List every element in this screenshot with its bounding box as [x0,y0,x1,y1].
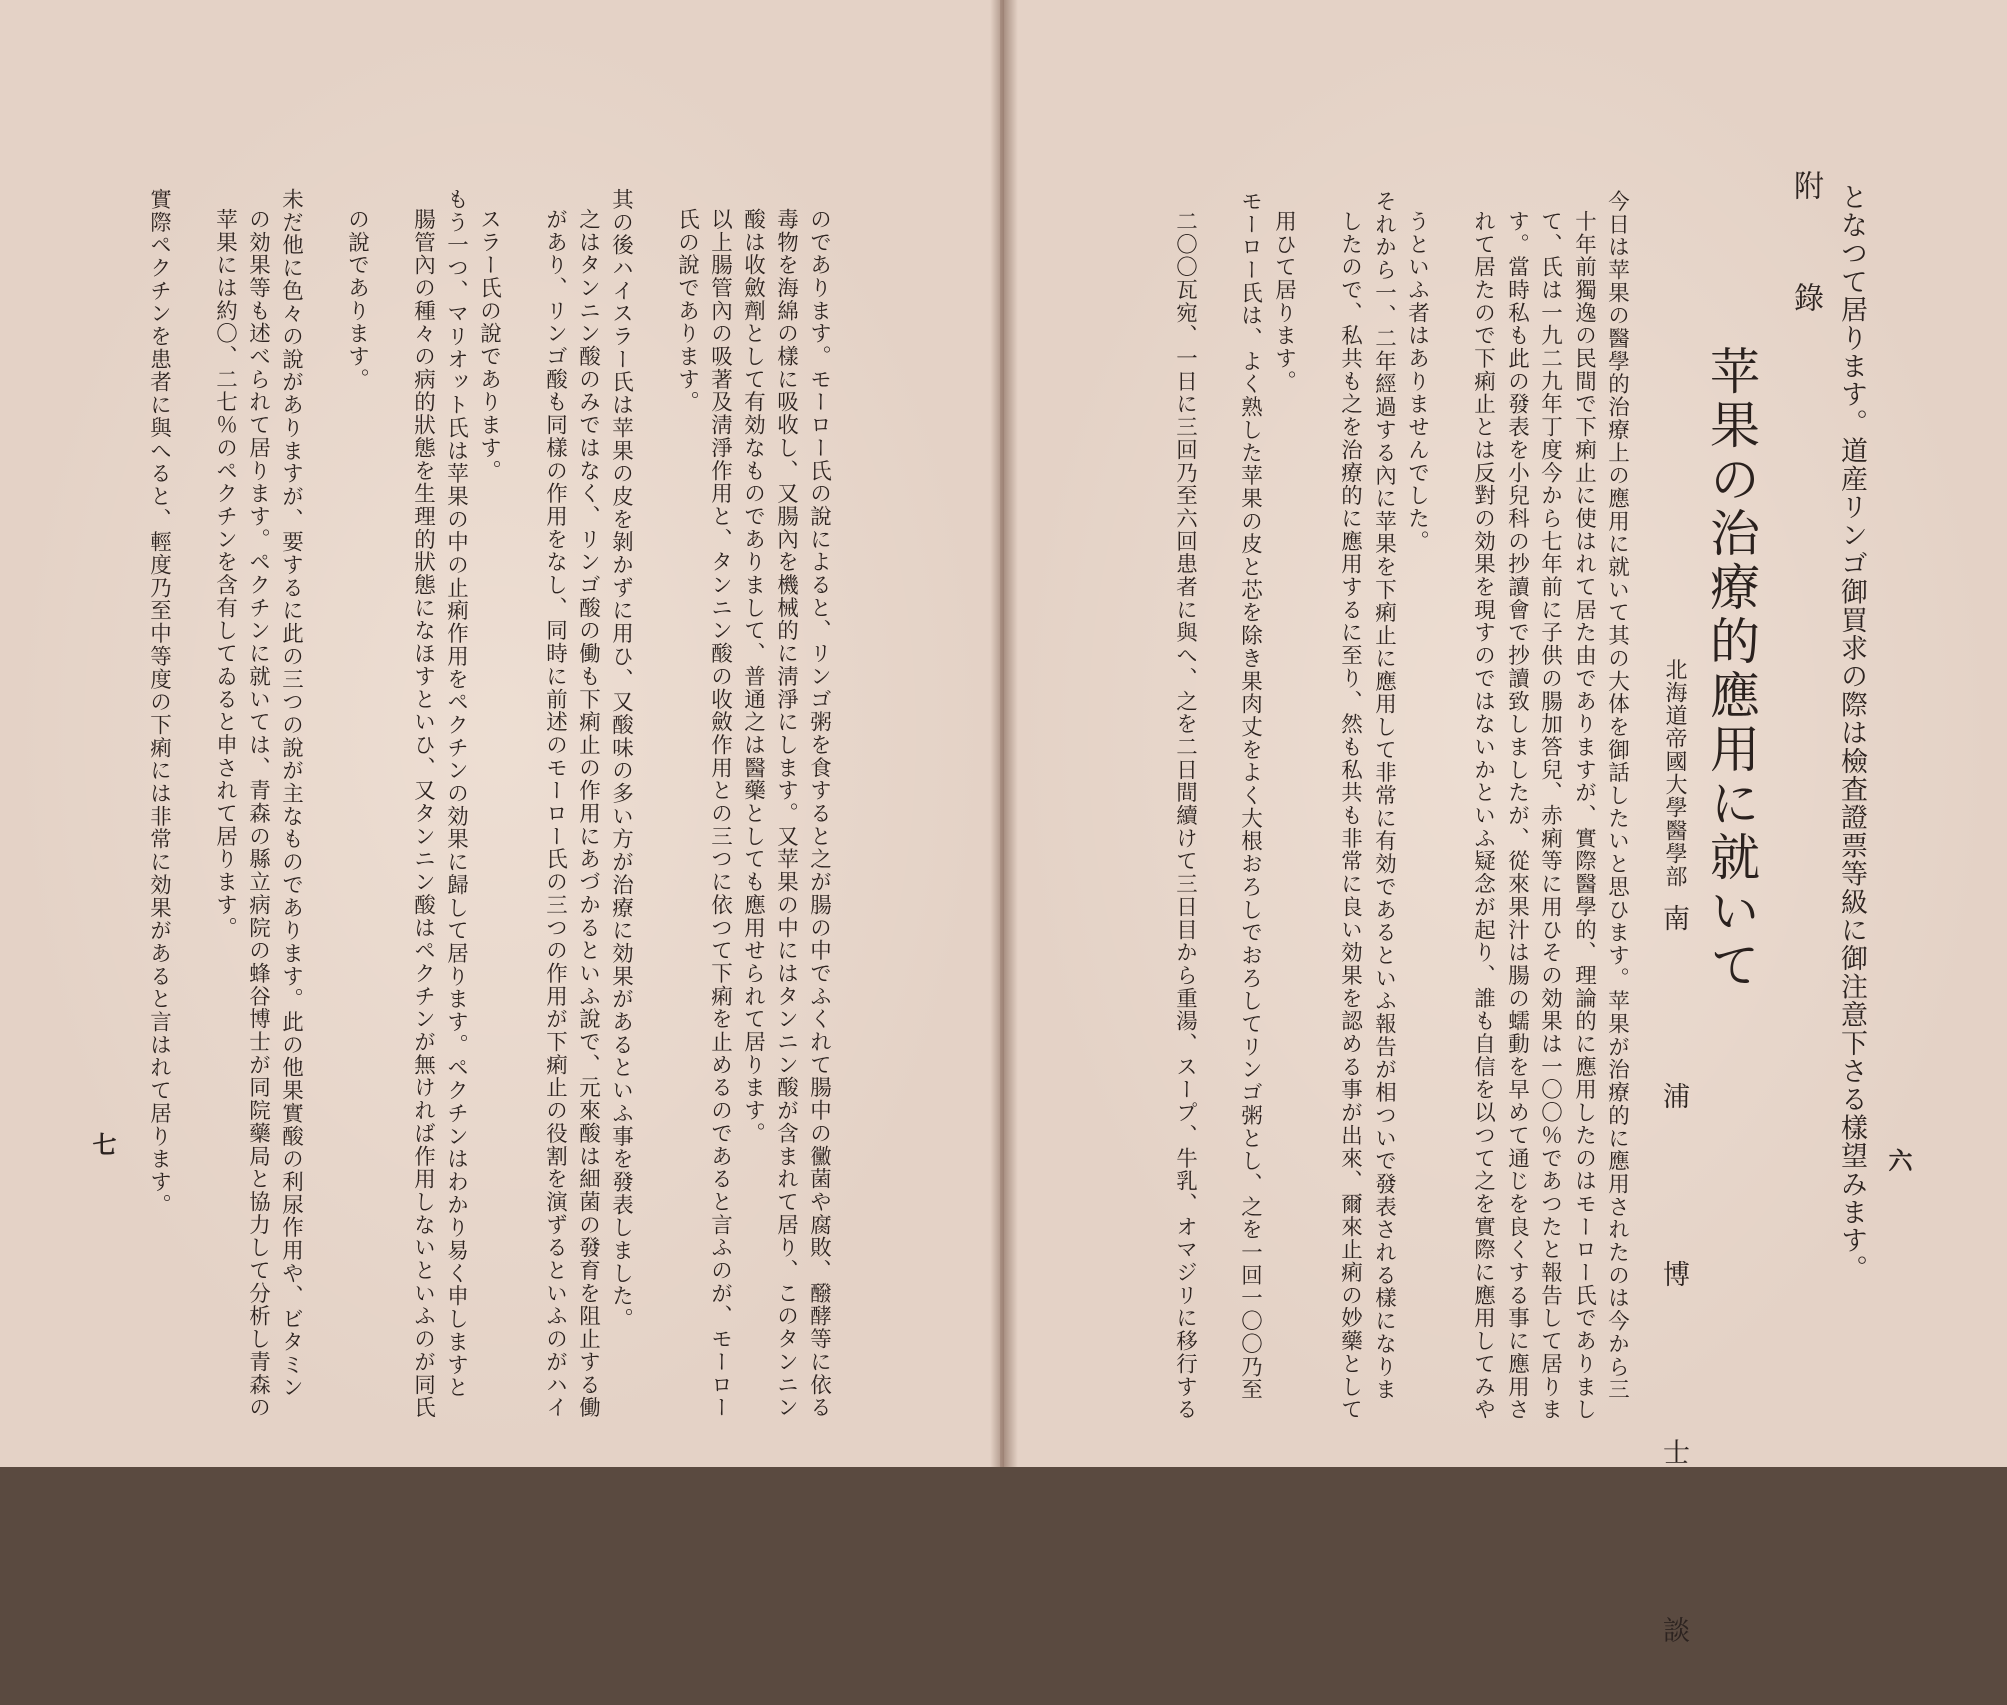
book-gutter [990,0,1018,1467]
right-line-9: 用ひて居ります。 [1271,210,1297,393]
right-line-1: 今日は苹果の醫學的治療上の應用に就いて其の大体を御話したいと思ひます。苹果が治療的に應用されたのは今から三 [1604,190,1630,1402]
right-line-5: れて居たので下痢止とは反對の効果を現すのではないかといふ疑念が起り、誰も自信を以つて之を實際に應用してみや [1470,210,1496,1422]
right-line-10: モーロー氏は、よく熟した苹果の皮と芯を除き果肉丈をよく大根おろしでおろしてリンゴ粥とし、之を一回一〇〇乃至 [1237,190,1263,1402]
left-line-8: があり、リンゴ酸も同樣の作用をなし、同時に前述のモーロー氏の三つの作用が下痢止の役割を演ずるといふのがハイ [542,208,568,1420]
left-line-15: 苹果には約〇、二七％のペクチンを含有してゐると申されて居ります。 [212,208,238,940]
left-line-12: の說であります。 [344,208,370,391]
left-line-6: 其の後ハイスラー氏は苹果の皮を剝かずに用ひ、又酸味の多い方が治療に効果があるといふ事を發表しました。 [608,188,634,1331]
left-line-11: 腸管內の種々の病的狀態を生理的狀態になほすといひ、又タンニン酸はペクチンが無ければ作用しないといふのが同氏 [410,208,436,1420]
left-line-7: 之はタンニン酸のみではなく、リンゴ酸の働も下痢止の作用にあづかるといふ說で、元來酸は細菌の發育を阻止する働 [575,208,601,1420]
left-line-13: 未だ他に色々の說がありますが、要するに此の三つの說が主なものであります。此の他果實酸の利尿作用や、ビタミン [278,188,304,1400]
right-line-8: したので、私共も之を治療的に應用するに至り、然も私共も非常に良い効果を認める事が出來、爾來止痢の妙藥として [1337,210,1363,1422]
right-line-4: す。當時私も此の發表を小兒科の抄讀會で抄讀致しましたが、從來果汁は腸の蠕動を早めて通じを良くする事に應用さ [1504,210,1530,1422]
left-line-16: 實際ペクチンを患者に與へると、輕度乃至中等度の下痢には非常に効果があると言はれて居ります。 [146,188,172,1217]
left-line-4: 以上腸管內の吸著及淸淨作用と、タンニン酸の收斂作用との三つに依つて下痢を止めるのであると言ふのが、モーロー [707,208,733,1420]
left-line-10: もう一つ、マリオット氏は苹果の中の止痢作用をペクチンの効果に歸して居ります。ペクチンはわかり易く申しますと [443,188,469,1400]
article-title: 苹果の治療的應用に就いて [1702,345,1760,993]
left-line-3: 酸は收斂劑として有効なものでありまして、普通之は醫藥としても應用せられて居ります。 [740,208,766,1145]
right-line-2: 十年前獨逸の民間で下痢止に使はれて居た由でありますが、實際醫學的、理論的に應用したのはモーロー氏でありまし [1571,210,1597,1422]
page-number-left: 七 [88,1132,117,1157]
page-number-right: 六 [1884,1148,1913,1173]
section-label: 附 錄 [1788,170,1823,338]
left-line-5: 氏の說であります。 [674,208,700,414]
author-name: 南 浦 博 士 談 [1658,904,1689,1705]
right-line-3: て、氏は一九二九年丁度今から七年前に子供の腸加答兒、赤痢等に用ひその効果は一〇〇％であつたと報告して居りま [1537,210,1563,1422]
right-line-6: うといふ者はありませんでした。 [1404,210,1430,553]
left-line-14: の効果等も述べられて居ります。ペクチンに就いては、青森の縣立病院の蜂谷博士が同院藥局と協力して分析し青森の [245,208,271,1420]
right-line-11: 二〇〇瓦宛、一日に三回乃至六回患者に與へ、之を二日間續けて三日目から重湯、スープ、牛乳、オマジリに移行する [1172,210,1198,1422]
top-line: となつて居ります。道産リンゴ御買求の際は檢査證票等級に御注意下さる樣望みます。 [1836,183,1867,1283]
left-line-9: スラー氏の說であります。 [476,208,502,483]
right-line-7: それから一、二年經過する內に苹果を下痢止に應用して非常に有効であるといふ報告が相ついで發表される樣になりま [1371,190,1397,1402]
left-line-2: 毒物を海綿の樣に吸收し、又腸內を機械的に淸淨にします。又苹果の中にはタンニン酸が含まれて居り、このタンニン [773,208,799,1420]
left-line-1: のであります。モーロー氏の說によると、リンゴ粥を食すると之が腸の中でふくれて腸中の黴菌や腐敗、醱酵等に依る [806,208,832,1420]
author-affiliation: 北海道帝國大學醫學部 [1662,658,1687,888]
